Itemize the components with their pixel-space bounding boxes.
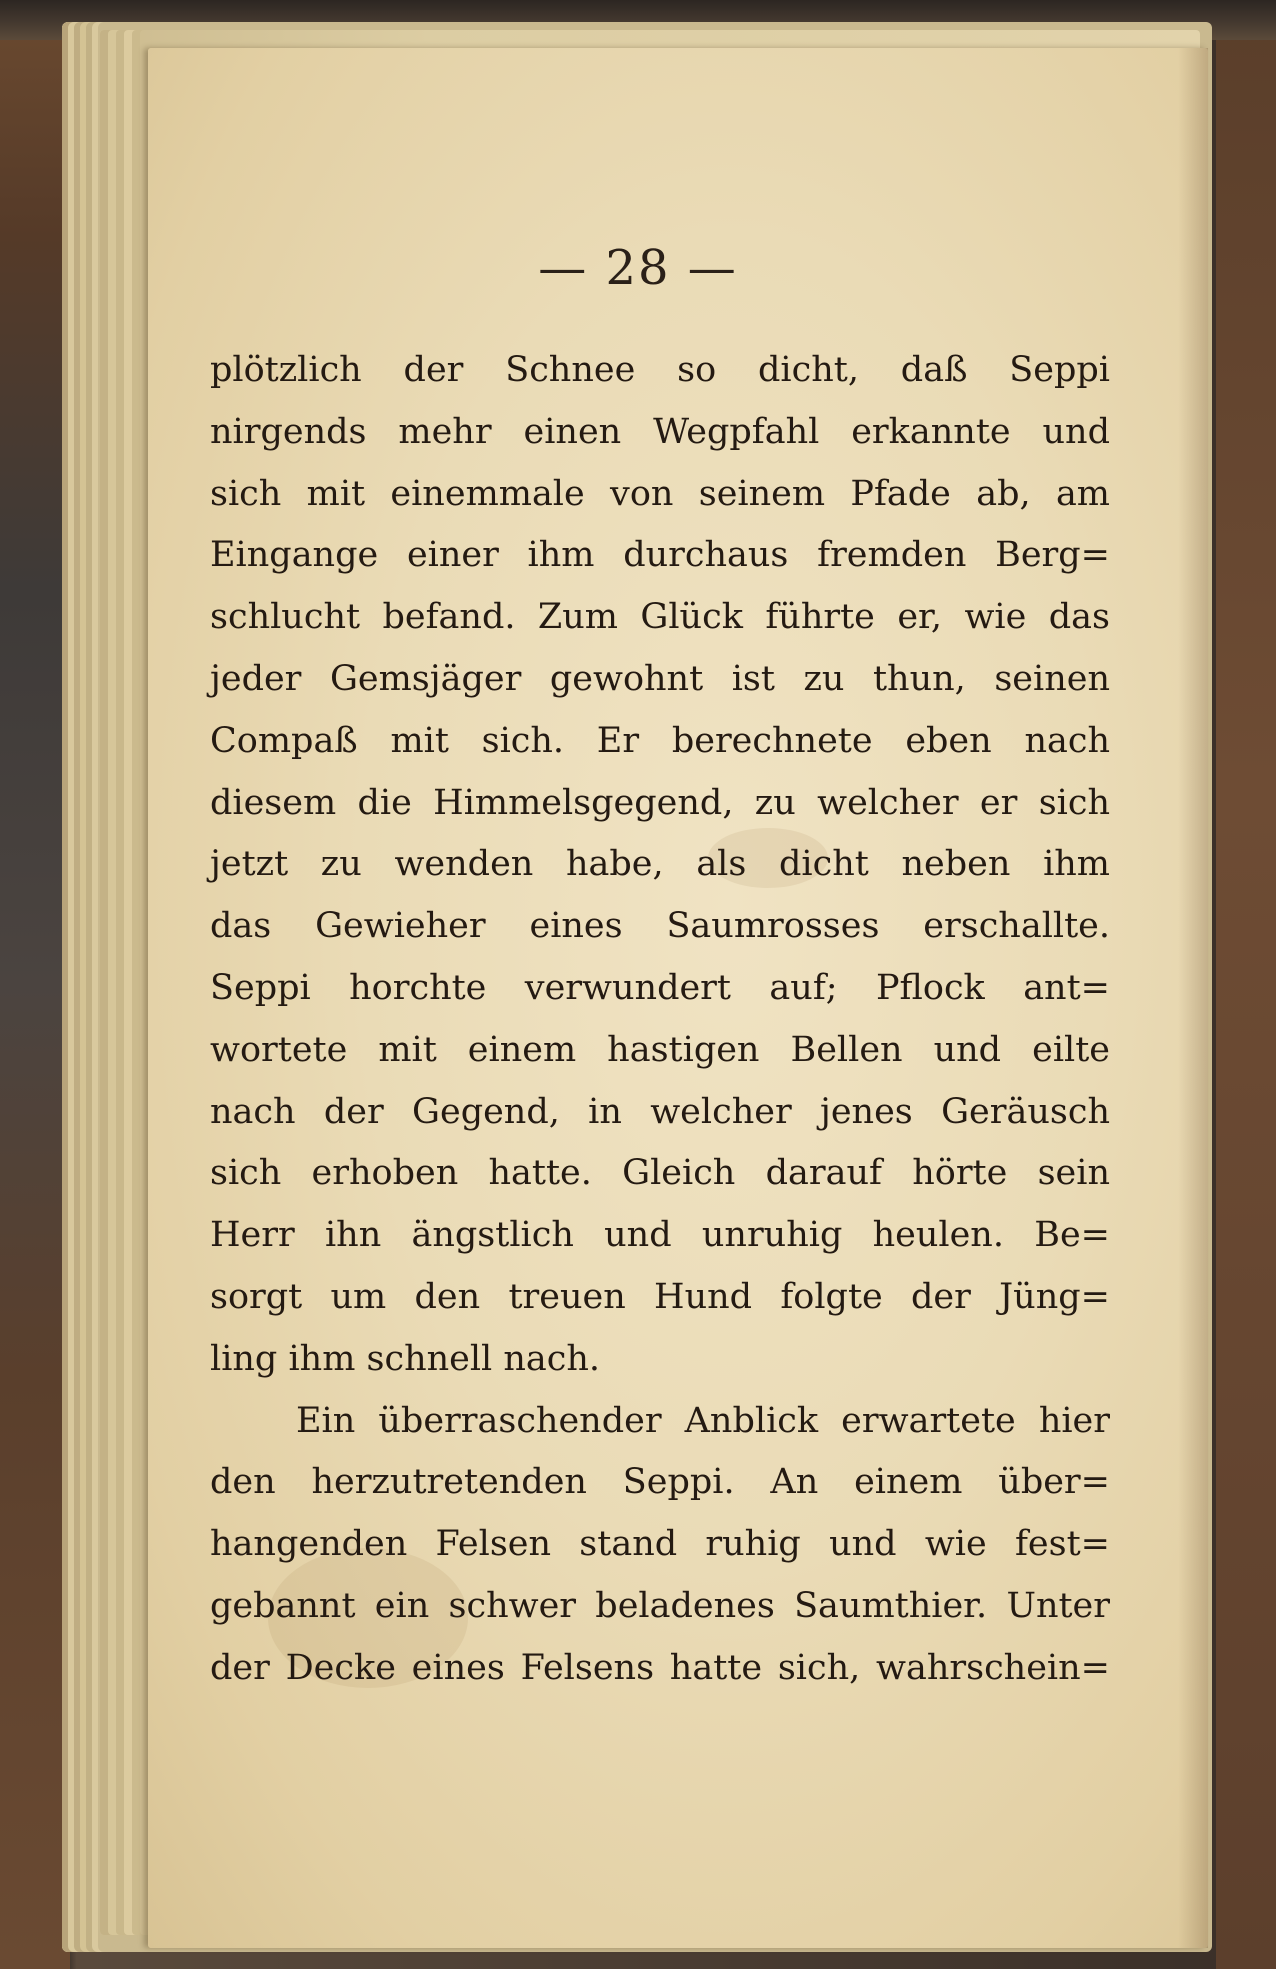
text-line: sich mit einemmale von seinem Pfade ab, am <box>210 473 1110 514</box>
text-line: Compaß mit sich. Er berechnete eben nach <box>210 720 1110 761</box>
text-line: Seppi horchte verwundert auf; Pflock ant= <box>210 967 1110 1008</box>
text-line: der Decke eines Felsens hatte sich, wahrschein= <box>210 1647 1110 1688</box>
text-line: das Gewieher eines Saumrosses erschallte. <box>210 906 1110 947</box>
text-line: Ein überraschender Anblick erwartete hier <box>296 1400 1110 1441</box>
text-line: schlucht befand. Zum Glück führte er, wie das <box>210 597 1110 638</box>
text-line: sorgt um den treuen Hund folgte der Jüng= <box>210 1276 1110 1317</box>
text-line: ling ihm schnell nach. <box>210 1338 601 1379</box>
text-line: jeder Gemsjäger gewohnt ist zu thun, seinen <box>210 658 1110 699</box>
text-line: jetzt zu wenden habe, als dicht neben ihm <box>210 844 1110 885</box>
page-text <box>210 340 1110 1700</box>
text-line: Herr ihn ängstlich und unruhig heulen. Be= <box>210 1215 1110 1256</box>
text-line: den herzutretenden Seppi. An einem über= <box>210 1462 1110 1503</box>
text-line: diesem die Himmelsgegend, zu welcher er sich <box>210 782 1110 823</box>
text-line: hangenden Felsen stand ruhig und wie fest= <box>210 1524 1110 1565</box>
text-line: nach der Gegend, in welcher jenes Geräusch <box>210 1091 1110 1132</box>
page-number: — 28 — <box>538 240 738 296</box>
text-line: nirgends mehr einen Wegpfahl erkannte und <box>210 411 1110 452</box>
text-line: wortete mit einem hastigen Bellen und eilte <box>210 1029 1110 1070</box>
text-line: plötzlich der Schnee so dicht, daß Seppi <box>210 350 1110 390</box>
text-line: sich erhoben hatte. Gleich darauf hörte sein <box>210 1153 1110 1194</box>
text-line: gebannt ein schwer beladenes Saumthier. Unter <box>210 1585 1110 1626</box>
text-line: Eingange einer ihm durchaus fremden Berg= <box>210 535 1110 576</box>
